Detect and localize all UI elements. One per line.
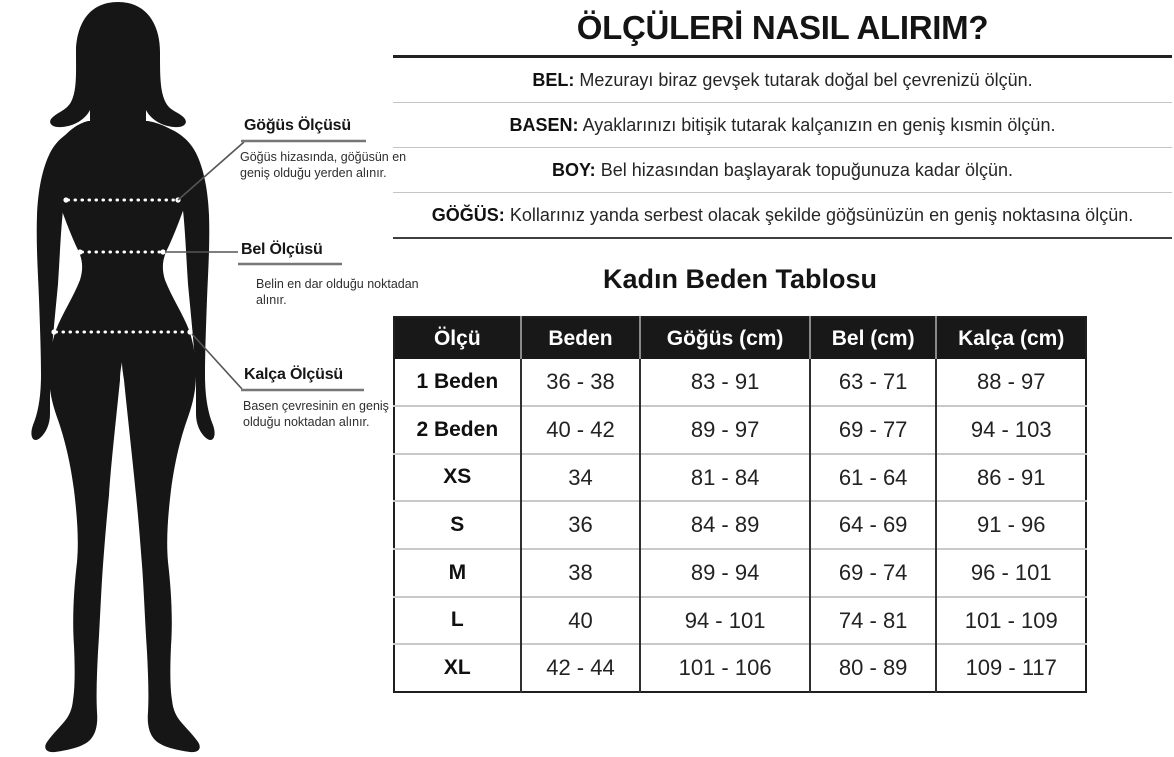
gogus-cell: 84 - 89 (640, 501, 810, 549)
hip-measure-label: Kalça Ölçüsü (244, 366, 343, 383)
size-cell: XS (394, 454, 521, 502)
table-row (394, 454, 1086, 502)
table-row (394, 644, 1086, 692)
kalca-cell: 86 - 91 (936, 454, 1086, 502)
gogus-cell: 89 - 97 (640, 406, 810, 454)
size-table-title: Kadın Beden Tablosu (602, 264, 878, 294)
col-header-olcu: Ölçü (394, 317, 521, 359)
kalca-cell: 96 - 101 (936, 549, 1086, 597)
waist-line-endpoint (160, 249, 165, 254)
size-cell: L (394, 597, 521, 645)
kalca-cell: 101 - 109 (936, 597, 1086, 645)
instruction-term: BASEN: (509, 115, 579, 136)
instruction-text: Mezurayı biraz gevşek tutarak doğal bel çevrenizü ölçün. (579, 70, 1033, 90)
chest-measure-label: Göğüs Ölçüsü (244, 117, 351, 134)
instruction-text: Kollarınız yanda serbest olacak şekilde göğsünüzün en geniş noktasına ölçün. (509, 205, 1134, 226)
instruction-gogus (401, 193, 1165, 237)
col-header-bel: Bel (cm) (810, 317, 937, 359)
bel-cell: 74 - 81 (810, 597, 937, 645)
hip-line-endpoint (51, 329, 56, 334)
size-cell: 2 Beden (394, 406, 521, 454)
waist-line-endpoint (77, 249, 82, 254)
head-hair-silhouette (50, 2, 186, 127)
hip-line-endpoint (187, 329, 192, 334)
chest-line-endpoint (63, 197, 68, 202)
kalca-cell: 94 - 103 (936, 406, 1086, 454)
bel-cell: 63 - 71 (810, 359, 937, 406)
measuring-instructions-section (393, 0, 1172, 239)
size-table-container (393, 316, 1087, 693)
beden-cell: 34 (521, 454, 641, 502)
hip-measure-desc: Basen çevresinin en geniş olduğu noktadan alınır. (243, 399, 389, 429)
body-silhouette (45, 121, 199, 752)
instruction-term: GÖĞÜS: (431, 205, 505, 226)
table-row (394, 359, 1086, 406)
gogus-cell: 83 - 91 (640, 359, 810, 406)
bel-cell: 64 - 69 (810, 501, 937, 549)
bel-cell: 80 - 89 (810, 644, 937, 692)
instruction-list (393, 55, 1172, 239)
waist-measure-desc: Belin en dar olduğu noktadan alınır. (256, 277, 419, 307)
beden-cell: 36 (521, 501, 641, 549)
instruction-term: BOY: (552, 160, 596, 181)
gogus-cell: 94 - 101 (640, 597, 810, 645)
gogus-cell: 89 - 94 (640, 549, 810, 597)
instruction-bel (393, 58, 1172, 103)
size-cell: 1 Beden (394, 359, 521, 406)
waist-measure-label: Bel Ölçüsü (241, 241, 323, 258)
col-header-kalca: Kalça (cm) (936, 317, 1086, 359)
gogus-cell: 101 - 106 (640, 644, 810, 692)
beden-cell: 42 - 44 (521, 644, 641, 692)
gogus-cell: 81 - 84 (640, 454, 810, 502)
size-cell: XL (394, 644, 521, 692)
kalca-cell: 91 - 96 (936, 501, 1086, 549)
beden-cell: 40 - 42 (521, 406, 641, 454)
bel-cell: 61 - 64 (810, 454, 937, 502)
bel-cell: 69 - 77 (810, 406, 937, 454)
size-cell: M (394, 549, 521, 597)
instruction-basen (393, 103, 1172, 148)
beden-cell: 40 (521, 597, 641, 645)
instruction-boy (393, 148, 1172, 193)
table-row (394, 501, 1086, 549)
women-size-table (393, 316, 1087, 693)
table-row (394, 597, 1086, 645)
table-header-row (394, 317, 1086, 359)
table-row (394, 406, 1086, 454)
kalca-cell: 88 - 97 (936, 359, 1086, 406)
instruction-text: Bel hizasından başlayarak topuğunuza kadar ölçün. (600, 160, 1013, 181)
beden-cell: 36 - 38 (521, 359, 641, 406)
size-cell: S (394, 501, 521, 549)
instruction-term: BEL: (532, 70, 575, 90)
bel-cell: 69 - 74 (810, 549, 937, 597)
page-title: ÖLÇÜLERİ NASIL ALIRIM? (576, 9, 989, 46)
chest-measure-desc: Göğüs hizasında, göğüsün en geniş olduğu yerden alınır. (240, 150, 407, 180)
beden-cell: 38 (521, 549, 641, 597)
kalca-cell: 109 - 117 (936, 644, 1086, 692)
instruction-text: Ayaklarınızı bitişik tutarak kalçanızın en geniş kısmin ölçün. (582, 115, 1056, 136)
col-header-gogus: Göğüs (cm) (640, 317, 810, 359)
col-header-beden: Beden (521, 317, 641, 359)
table-row (394, 549, 1086, 597)
